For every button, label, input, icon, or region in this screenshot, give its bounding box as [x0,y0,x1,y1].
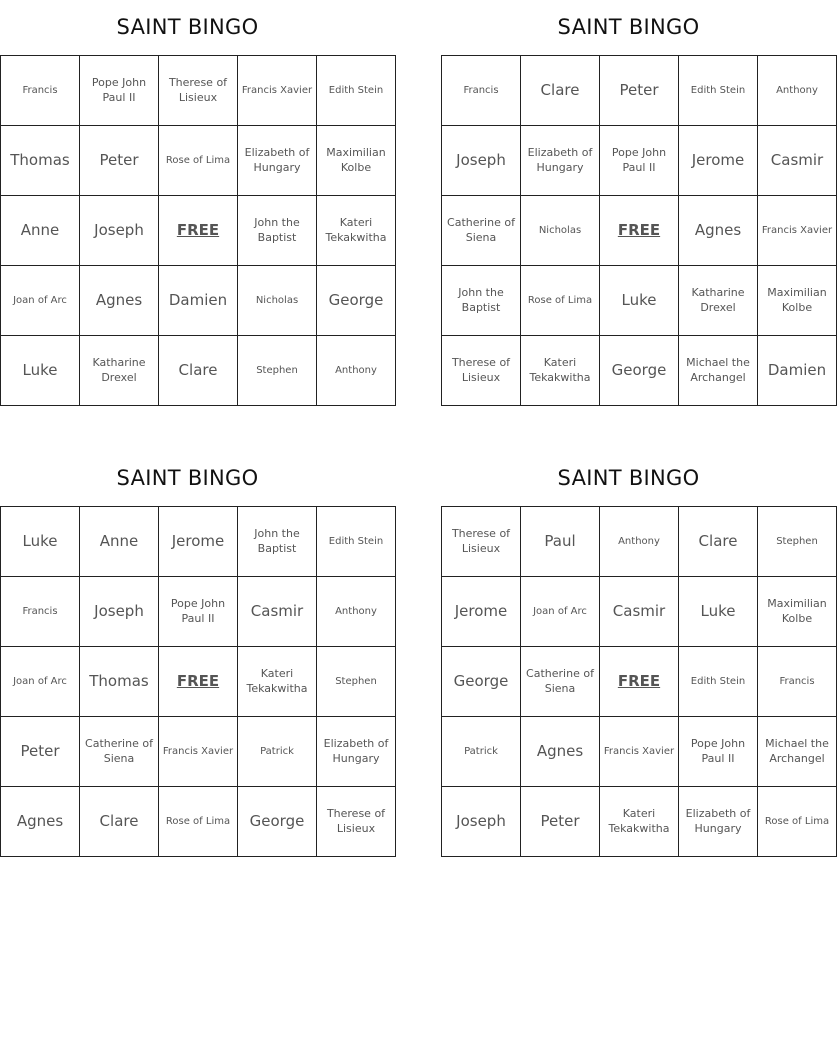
bingo-cell: Francis [442,56,521,126]
bingo-cell: Kateri Tekakwitha [521,336,600,406]
grid-row [442,56,837,126]
card-title: SAINT BINGO [116,466,259,490]
bingo-cell: Casmir [758,126,837,196]
bingo-cell: Rose of Lima [159,787,238,857]
card-title: SAINT BINGO [557,466,700,490]
bingo-cell: Kateri Tekakwitha [317,196,396,266]
bingo-cell: George [600,336,679,406]
bingo-cell: Anthony [758,56,837,126]
bingo-cell: Pope John Paul II [159,577,238,647]
bingo-cell: Luke [1,336,80,406]
bingo-cell: Clare [80,787,159,857]
bingo-cell: Casmir [238,577,317,647]
bingo-cell: Paul [521,507,600,577]
grid-row [442,507,837,577]
grid-row [1,336,396,406]
bingo-cell: Casmir [600,577,679,647]
bingo-cell: Joseph [442,126,521,196]
bingo-cell: Therese of Lisieux [317,787,396,857]
bingo-cell: Kateri Tekakwitha [600,787,679,857]
bingo-cell: George [317,266,396,336]
bingo-cell: Agnes [521,717,600,787]
bingo-cell: Elizabeth of Hungary [238,126,317,196]
bingo-cell: Nicholas [521,196,600,266]
card-title: SAINT BINGO [557,15,700,39]
bingo-cell: Clare [159,336,238,406]
bingo-cell: Peter [521,787,600,857]
free-space-cell: FREE [600,647,679,717]
bingo-cell: Katharine Drexel [80,336,159,406]
bingo-cell: Joan of Arc [1,266,80,336]
grid-row [442,577,837,647]
bingo-cell: Anthony [317,577,396,647]
bingo-cell: Thomas [1,126,80,196]
bingo-cell: Francis Xavier [238,56,317,126]
grid-row [442,647,837,717]
bingo-cell: Rose of Lima [758,787,837,857]
bingo-grid [441,506,837,857]
bingo-cell: Luke [679,577,758,647]
grid-row [1,647,396,717]
bingo-cell: Maximilian Kolbe [758,577,837,647]
bingo-cell: Catherine of Siena [521,647,600,717]
grid-row [1,126,396,196]
bingo-cell: Stephen [317,647,396,717]
bingo-cell: Clare [679,507,758,577]
bingo-cell: Catherine of Siena [442,196,521,266]
bingo-cell: George [442,647,521,717]
bingo-cell: Francis [1,56,80,126]
bingo-cell: Edith Stein [679,647,758,717]
bingo-cell: Francis [1,577,80,647]
bingo-cell: Catherine of Siena [80,717,159,787]
grid-row [1,577,396,647]
bingo-grid [0,506,396,857]
free-space-cell: FREE [159,196,238,266]
grid-row [442,196,837,266]
bingo-cell: John the Baptist [442,266,521,336]
bingo-cell: Joseph [442,787,521,857]
bingo-cell: Patrick [238,717,317,787]
bingo-cell: Jerome [159,507,238,577]
bingo-cell: Elizabeth of Hungary [679,787,758,857]
bingo-cell: Patrick [442,717,521,787]
bingo-cell: Francis Xavier [758,196,837,266]
bingo-cell: Peter [80,126,159,196]
bingo-cell: Jerome [679,126,758,196]
grid-row [1,196,396,266]
bingo-cell: Michael the Archangel [679,336,758,406]
bingo-cell: Elizabeth of Hungary [317,717,396,787]
bingo-cell: Stephen [238,336,317,406]
bingo-cell: Peter [600,56,679,126]
bingo-cell: Therese of Lisieux [442,507,521,577]
bingo-cell: Pope John Paul II [80,56,159,126]
bingo-cell: Damien [758,336,837,406]
bingo-cell: George [238,787,317,857]
bingo-cell: Kateri Tekakwitha [238,647,317,717]
grid-row [442,787,837,857]
bingo-cell: Stephen [758,507,837,577]
bingo-cell: John the Baptist [238,196,317,266]
grid-row [1,787,396,857]
grid-row [442,266,837,336]
bingo-cell: Rose of Lima [159,126,238,196]
grid-row [1,266,396,336]
bingo-cell: Anthony [600,507,679,577]
bingo-cell: Pope John Paul II [600,126,679,196]
bingo-grid [441,55,837,406]
bingo-cell: Thomas [80,647,159,717]
bingo-cell: Edith Stein [679,56,758,126]
free-space-cell: FREE [600,196,679,266]
grid-row [442,717,837,787]
bingo-cell: Damien [159,266,238,336]
bingo-cell: Michael the Archangel [758,717,837,787]
bingo-cell: Katharine Drexel [679,266,758,336]
bingo-cell: Therese of Lisieux [159,56,238,126]
grid-row [442,126,837,196]
card-title: SAINT BINGO [116,15,259,39]
bingo-cell: Anne [80,507,159,577]
bingo-cell: Pope John Paul II [679,717,758,787]
grid-row [442,336,837,406]
bingo-cell: Therese of Lisieux [442,336,521,406]
grid-row [1,507,396,577]
bingo-cell: Francis Xavier [600,717,679,787]
bingo-cell: Nicholas [238,266,317,336]
bingo-cell: Anthony [317,336,396,406]
bingo-cell: Maximilian Kolbe [758,266,837,336]
bingo-cell: Luke [1,507,80,577]
bingo-cell: Maximilian Kolbe [317,126,396,196]
bingo-cell: Elizabeth of Hungary [521,126,600,196]
bingo-cell: Anne [1,196,80,266]
bingo-cell: Peter [1,717,80,787]
grid-row [1,717,396,787]
bingo-cell: Francis [758,647,837,717]
bingo-cell: John the Baptist [238,507,317,577]
bingo-cell: Joseph [80,196,159,266]
bingo-cell: Francis Xavier [159,717,238,787]
bingo-cell: Joan of Arc [521,577,600,647]
bingo-cell: Agnes [1,787,80,857]
bingo-cell: Joseph [80,577,159,647]
bingo-cell: Luke [600,266,679,336]
bingo-grid [0,55,396,406]
bingo-cell: Jerome [442,577,521,647]
free-space-cell: FREE [159,647,238,717]
bingo-cell: Agnes [80,266,159,336]
bingo-cell: Agnes [679,196,758,266]
bingo-cell: Edith Stein [317,507,396,577]
bingo-cell: Clare [521,56,600,126]
bingo-cell: Joan of Arc [1,647,80,717]
grid-row [1,56,396,126]
bingo-cell: Rose of Lima [521,266,600,336]
bingo-cell: Edith Stein [317,56,396,126]
